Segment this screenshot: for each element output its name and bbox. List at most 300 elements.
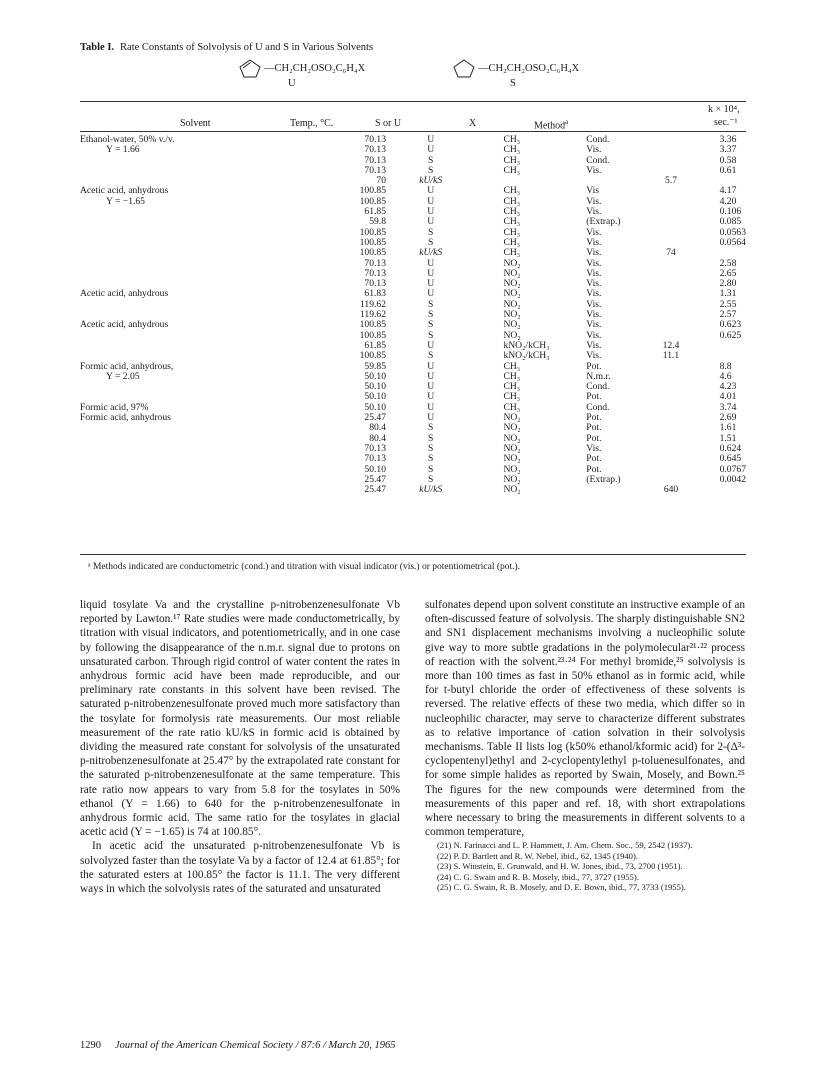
table-row [80,320,746,330]
ratio-cell [654,259,687,269]
s-or-u-cell: S [428,319,434,331]
table-row [80,217,746,227]
s-or-u-cell: S [428,154,434,166]
method-cell: Vis. [586,442,602,454]
x-cell: CH₃ [503,247,521,259]
ratio-cell [654,423,687,433]
x-cell: NO₂ [503,442,521,454]
x-cell: kNO₂/kCH₃ [503,339,550,351]
x-cell: NO₂ [503,288,521,300]
solvent-cell [80,454,271,464]
temp-cell: 25.47 [364,484,386,496]
temp-cell: 119.62 [359,309,386,321]
header-s-or-u: S or U [375,118,402,129]
temp-cell: 50.10 [364,401,386,413]
method-cell: Pot. [586,422,602,434]
k-cell [688,248,746,258]
solvent-cell [80,485,271,495]
solvent-cell: Formic acid, anhydrous, [80,360,174,372]
k-cell: 2.65 [719,267,737,279]
k-cell: 0.623 [719,319,742,331]
ratio-cell [654,145,687,155]
table-row [80,485,746,495]
table-row [80,166,746,176]
table-row [80,197,746,207]
k-cell: 4.17 [719,185,737,197]
ratio-cell: 74 [666,247,676,259]
s-or-u-cell: U [427,339,435,351]
k-cell: 0.085 [719,216,742,228]
method-cell: Vis. [586,247,602,259]
method-cell: Vis. [586,267,602,279]
temp-cell: 50.10 [364,391,386,403]
solvent-cell: Y = −1.65 [106,195,145,207]
table-row [80,186,746,196]
method-cell: Pot. [586,391,602,403]
reference-25: (25) C. G. Swain, R. B. Mosely, and D. E. Bown, ibid., 77, 3733 (1955). [437,882,686,893]
header-temp: Temp., °C. [290,118,334,129]
s-or-u-cell: S [428,298,434,310]
k-cell: 0.58 [719,154,737,166]
temp-cell: 70 [376,175,386,187]
method-cell: Pot. [586,463,602,475]
ratio-cell: 12.4 [662,339,680,351]
k-cell: 0.61 [719,164,737,176]
ratio-cell [654,197,687,207]
temp-cell: 100.85 [359,247,386,259]
temp-cell: 100.85 [359,236,386,248]
k-cell: 3.36 [719,134,737,145]
s-or-u-cell: U [427,401,435,413]
header-x: X [469,118,477,129]
structure-s-label: S [510,78,516,89]
k-cell: 0.0563 [719,226,746,238]
k-cell: 0.0564 [719,236,746,248]
temp-cell: 70.13 [364,134,386,145]
k-cell: 4.6 [719,370,732,382]
s-or-u-cell: S [428,473,434,485]
temp-cell: 100.85 [359,350,386,362]
k-cell [688,485,746,495]
k-cell: 4.01 [719,391,737,403]
temp-cell: 50.10 [364,370,386,382]
k-cell: 0.0042 [719,473,746,485]
page-footer [80,1040,396,1051]
k-cell: 0.625 [719,329,742,341]
table-row [80,331,746,341]
x-cell: CH₃ [503,154,521,166]
method-cell: Vis. [586,226,602,238]
solvent-cell [80,465,271,475]
ratio-cell [654,392,687,402]
header-k-line2: sec.⁻¹ [714,117,738,128]
table-row [80,248,746,258]
ratio-cell [654,444,687,454]
solvent-cell [80,423,271,433]
structure-s [452,58,580,89]
table-row [80,269,746,279]
method-cell: Vis. [586,164,602,176]
left-column [80,598,400,896]
temp-cell: 80.4 [369,432,386,444]
s-or-u-cell: U [427,381,435,393]
method-cell: Vis [586,185,600,197]
table-row [80,341,746,351]
s-or-u-cell: U [427,360,435,372]
ratio-cell [654,269,687,279]
table-row [80,434,746,444]
right-column [425,598,745,893]
x-cell: NO₂ [503,422,521,434]
x-cell: NO₂ [503,319,521,331]
solvent-cell [80,238,271,248]
table-row [80,310,746,320]
structure-u-label: U [288,78,296,89]
temp-cell: 100.85 [359,185,386,197]
solvent-cell: Acetic acid, anhydrous [80,319,169,331]
ratio-cell [654,454,687,464]
method-cell [586,485,654,495]
method-cell: Vis. [586,350,602,362]
ratio-cell [654,156,687,166]
ratio-cell [654,289,687,299]
reference-24: (24) C. G. Swain and R. B. Mosely, ibid., 77, 3727 (1955). [437,871,639,882]
x-cell: CH₃ [503,360,521,372]
x-cell: NO₂ [503,453,521,465]
k-cell: 4.20 [719,195,737,207]
solvent-cell: Acetic acid, anhydrous [80,185,169,197]
temp-cell: 50.10 [364,463,386,475]
solvent-cell [80,166,271,176]
solvent-cell [80,434,271,444]
solvent-cell [80,382,271,392]
temp-cell: 25.47 [364,473,386,485]
table-footnote: ᵃ Methods indicated are conductometric (cond.) and titration with visual indicator (vis.) or potentiometrical (pot.). [88,562,521,572]
table-row [80,423,746,433]
table-row [80,135,746,145]
table-row [80,176,746,186]
ratio-cell: 640 [663,484,679,496]
method-cell: Cond. [586,134,610,145]
x-cell: CH₃ [503,381,521,393]
temp-cell: 100.85 [359,329,386,341]
k-cell [688,341,746,351]
ratio-cell [654,300,687,310]
method-cell: Cond. [586,154,610,166]
table-row [80,207,746,217]
temp-cell: 59.8 [369,216,386,228]
s-or-u-cell: U [427,195,435,207]
method-cell: Vis. [586,309,602,321]
temp-cell: 50.10 [364,381,386,393]
references [425,840,745,893]
solvent-cell [80,269,271,279]
s-or-u-cell: kU/kS [419,247,443,259]
x-cell: CH₃ [503,195,521,207]
x-cell: CH₃ [503,164,521,176]
temp-cell: 100.85 [359,226,386,238]
temp-cell: 25.47 [364,412,386,424]
x-cell: CH₃ [503,206,521,218]
temp-cell: 100.85 [359,319,386,331]
k-cell [688,176,746,186]
ratio-cell [654,279,687,289]
solvent-cell: Ethanol-water, 50% v./v. [80,134,175,145]
ratio-cell [654,362,687,372]
k-cell: 2.57 [719,309,737,321]
s-or-u-cell: S [428,164,434,176]
method-cell: Pot. [586,360,602,372]
s-or-u-cell: U [427,134,435,145]
ratio-cell [654,434,687,444]
ratio-cell [654,320,687,330]
method-cell: Cond. [586,401,610,413]
solvent-cell [80,248,271,258]
x-cell: CH₃ [503,226,521,238]
table-row [80,156,746,166]
x-cell: NO₂ [503,412,521,424]
structure-u-formula: —CH₂CH₂OSO₂C₆H₄X [264,62,366,74]
temp-cell: 61.85 [364,339,386,351]
x-cell: CH₃ [503,216,521,228]
table-row [80,145,746,155]
table-label: Table I. [80,42,115,53]
method-cell: Vis. [586,319,602,331]
method-cell: Vis. [586,339,602,351]
s-or-u-cell: S [428,236,434,248]
temp-cell: 100.85 [359,195,386,207]
temp-cell: 70.13 [364,453,386,465]
x-cell: NO₂ [503,309,521,321]
temp-cell: 70.13 [364,278,386,290]
method-cell: Vis. [586,298,602,310]
s-or-u-cell: kU/kS [419,484,443,496]
k-cell: 3.37 [719,144,737,156]
method-cell: Vis. [586,257,602,269]
ratio-cell [654,135,687,145]
method-cell: Vis. [586,195,602,207]
solvent-cell [80,228,271,238]
s-or-u-cell: S [428,442,434,454]
method-cell: (Extrap.) [586,216,621,228]
ratio-cell [654,372,687,382]
k-cell: 2.55 [719,298,737,310]
table-row [80,351,746,361]
s-or-u-cell: U [427,185,435,197]
ratio-cell [654,465,687,475]
temp-cell: 61.85 [364,206,386,218]
temp-cell: 70.13 [364,164,386,176]
table-row [80,300,746,310]
table-bottom-rule [80,554,746,555]
k-cell: 8.8 [719,360,732,372]
solvent-cell [80,444,271,454]
reference-21: (21) N. Farinacci and L. P. Hammett, J. Am. Chem. Soc., 59, 2542 (1937). [437,840,693,851]
ratio-cell: 11.1 [662,350,680,362]
left-paragraph-1: liquid tosylate Va and the crystalline p-nitrobenzenesulfonate Vb reported by Lawton.¹⁷ Rate studies were made conductometrically, by titration with visual indicators, and potentiometrically, and in one case by following the disappearance of the n.m.r. signal due to protons on unsaturated carbon. Through rigid control of water content the rates in anhydrous formic acid have been made reproducible, and our preliminary rate constants in this solvent have been revised. The saturated p-nitrobenzenesulfonate proved much more satisfactory than the tosylate for formolysis rate measurements. Our most reliable measurement of the rate ratio kU/kS in formic acid is obtained by dividing the measured rate constant for solvolysis of the unsaturated p-nitrobenzenesulfonate at 25.47° by the extrapolated rate constant for the saturated p-nitrobenzenesulfonate at the same temperature. This rate ratio now appears to vary from 5.8 for the tosylates in 50% ethanol (Y = 1.66) to 640 for the p-nitrobenzenesulfonate in anhydrous formic acid. The same ratio for the tosylates in glacial acetic acid (Y = −1.65) is 74 at 100.85°. [80,599,400,839]
s-or-u-cell: U [427,257,435,269]
solvent-cell: Y = 1.66 [106,144,140,156]
table-row [80,228,746,238]
header-solvent: Solvent [180,118,211,129]
k-cell: 0.645 [719,453,742,465]
solvent-cell: Y = 2.05 [106,370,140,382]
solvent-cell [80,300,271,310]
x-cell: NO₂ [503,267,521,279]
ratio-cell [654,228,687,238]
table-row [80,392,746,402]
k-cell: 2.80 [719,278,737,290]
k-cell: 4.23 [719,381,737,393]
x-cell: NO₂ [503,257,521,269]
x-cell: NO₂ [503,473,521,485]
temp-cell: 59.85 [364,360,386,372]
table-row [80,382,746,392]
ratio-cell [654,310,687,320]
temp-cell: 80.4 [369,422,386,434]
s-or-u-cell: U [427,288,435,300]
solvent-cell [80,341,271,351]
ratio-cell [654,186,687,196]
solvent-cell: Formic acid, 97% [80,401,149,413]
solvent-cell [80,259,271,269]
table-top-rule [80,101,746,102]
s-or-u-cell: S [428,422,434,434]
table-row [80,413,746,423]
ratio-cell [654,217,687,227]
solvent-cell: Formic acid, anhydrous [80,412,171,424]
left-paragraph-2: In acetic acid the unsaturated p-nitrobenzenesulfonate Vb is solvolyzed faster than the tosylate Va by a factor of 12.4 at 61.85°; for the saturated esters at 100.85° the factor is 11.1. The very different ways in which the solvolysis rates of the saturated and unsaturated [80,840,400,896]
s-or-u-cell: S [428,432,434,444]
s-or-u-cell: S [428,350,434,362]
s-or-u-cell: S [428,453,434,465]
solvent-cell: Acetic acid, anhydrous [80,288,169,300]
table-row [80,279,746,289]
cyclopentene-ring-icon [238,58,262,78]
s-or-u-cell: U [427,144,435,156]
solvent-cell [80,475,271,485]
temp-cell: 70.13 [364,154,386,166]
method-cell: Vis. [586,288,602,300]
table-row [80,475,746,485]
reference-22: (22) P. D. Bartlett and R. W. Nebel, ibid., 62, 1345 (1940). [437,850,638,861]
ratio-cell [654,403,687,413]
right-paragraph: sulfonates depend upon solvent constitute an instructive example of an often-discussed feature of solvolysis. The sharply distinguishable SN2 and SN1 displacement mechanisms involving a nucleophilic solute give way to more subtle gradations in the polymolecular²¹·²² process of reaction with the solvent.²³·²⁴ For methyl bromide,²⁵ solvolysis is more than 100 times as fast in 50% ethanol as in formic acid, while for t-butyl chloride the order of effectiveness of these solvents is reversed. The relative effects of these two media, which differ so in nucleophilic character, may serve to characterize different substrates as to relative importance of cation solvation in their solvolysis mechanisms. Table II lists log (k50% ethanol/kformic acid) for 2-(Δ³-cyclopentenyl)ethyl and 2-cyclopentylethyl p-toluenesulfonates, and for some simple halides as reported by Swain, Mosely, and Bown.²⁵ The figures for the new compounds were determined from the measurements of this paper and ref. 18, with short extrapolations where necessary to bring the measurements in different solvents to a common temperature, [425,599,745,839]
solvent-cell [80,351,271,361]
k-cell [688,351,746,361]
s-or-u-cell: S [428,226,434,238]
k-cell: 2.69 [719,412,737,424]
table-row [80,259,746,269]
solvent-cell [80,217,271,227]
x-cell: NO₂ [503,329,521,341]
method-cell: Vis. [586,278,602,290]
structure-s-formula: —CH₂CH₂OSO₂C₆H₄X [478,62,580,74]
k-cell: 1.31 [719,288,737,300]
s-or-u-cell: U [427,370,435,382]
table-header-rule [80,131,746,132]
table-row [80,403,746,413]
x-cell: NO₂ [503,463,521,475]
reference-23: (23) S. Winstein, E. Grunwald, and H. W. Jones, ibid., 73, 2700 (1951). [437,861,683,872]
ratio-cell [654,413,687,423]
header-k-line1: k × 10⁴, [708,104,740,115]
s-or-u-cell: U [427,391,435,403]
s-or-u-cell: S [428,329,434,341]
rate-constants-table [80,135,746,495]
temp-cell: 70.13 [364,144,386,156]
table-row [80,372,746,382]
method-cell: Vis. [586,329,602,341]
table-row [80,362,746,372]
s-or-u-cell: kU/kS [419,175,443,187]
x-cell: CH₃ [503,370,521,382]
solvent-cell [80,207,271,217]
s-or-u-cell: S [428,463,434,475]
table-row [80,289,746,299]
s-or-u-cell: S [428,309,434,321]
x-cell: CH₃ [503,134,521,145]
table-row [80,465,746,475]
k-cell: 0.106 [719,206,742,218]
structure-u [238,58,366,89]
solvent-cell [80,156,271,166]
header-method: Method$^a$ [534,118,569,132]
cyclopentane-ring-icon [452,58,476,78]
method-cell: Vis. [586,144,602,156]
x-cell: kNO₂/kCH₃ [503,350,550,362]
x-cell: NO₂ [503,484,521,496]
x-cell [475,176,586,186]
k-cell: 2.58 [719,257,737,269]
ratio-cell: 5.7 [665,175,678,187]
table-row [80,238,746,248]
page-number: 1290 [80,1040,101,1051]
table-row [80,454,746,464]
temp-cell: 119.62 [359,298,386,310]
method-cell: (Extrap.) [586,473,621,485]
x-cell: NO₂ [503,278,521,290]
method-cell: Pot. [586,432,602,444]
x-cell: CH₃ [503,401,521,413]
s-or-u-cell: U [427,216,435,228]
s-or-u-cell: U [427,206,435,218]
temp-cell: 70.13 [364,267,386,279]
x-cell: CH₃ [503,236,521,248]
method-cell: Vis. [586,236,602,248]
x-cell: NO₂ [503,298,521,310]
method-cell: Cond. [586,381,610,393]
ratio-cell [654,207,687,217]
s-or-u-cell: U [427,412,435,424]
k-cell: 0.624 [719,442,742,454]
table-caption [80,42,373,53]
x-cell: CH₃ [503,391,521,403]
ratio-cell [654,382,687,392]
table-row [80,444,746,454]
k-cell: 1.61 [719,422,737,434]
solvent-cell [80,331,271,341]
k-cell: 3.74 [719,401,737,413]
s-or-u-cell: U [427,267,435,279]
method-cell: N.m.r. [586,370,611,382]
temp-cell: 70.13 [364,257,386,269]
journal-citation: Journal of the American Chemical Society / 87:6 / March 20, 1965 [115,1040,396,1051]
table-title: Rate Constants of Solvolysis of U and S in Various Solvents [120,42,374,53]
temp-cell: 70.13 [364,442,386,454]
x-cell: NO₂ [503,432,521,444]
method-cell: Pot. [586,412,602,424]
